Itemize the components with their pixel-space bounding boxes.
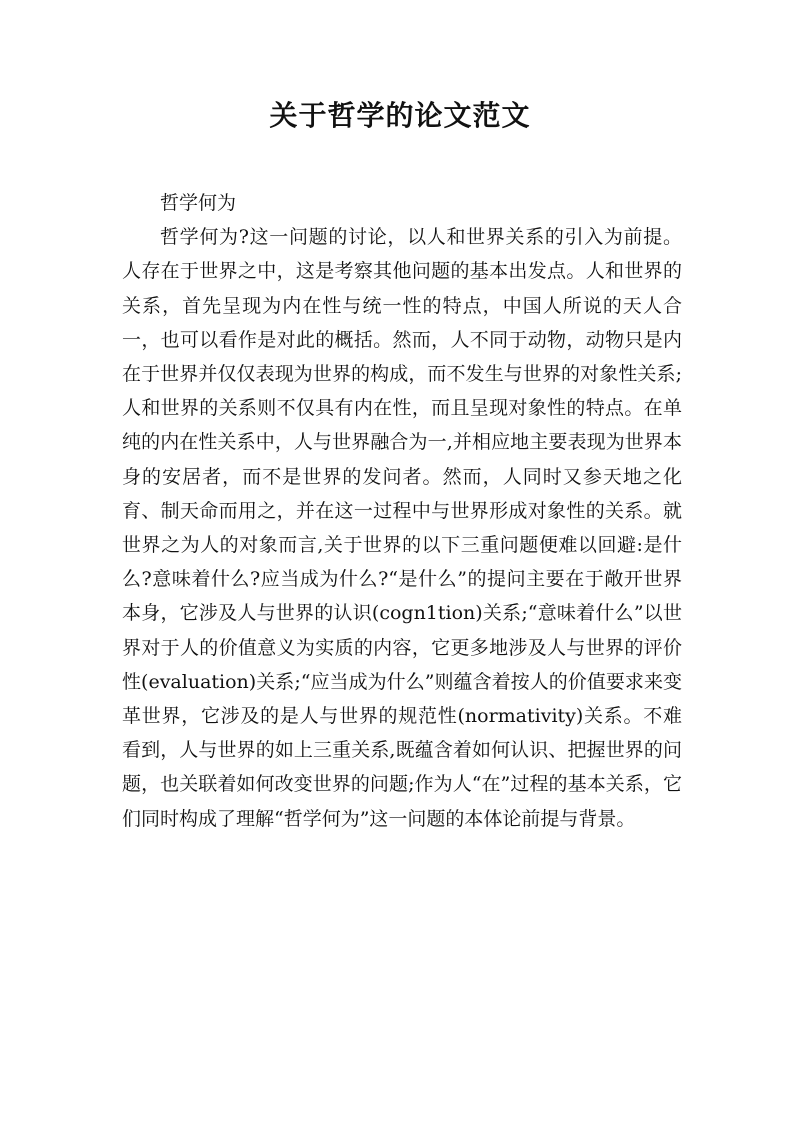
body-paragraph: 哲学何为?这一问题的讨论，以人和世界关系的引入为前提。人存在于世界之中，这是考察其他问题的基本出发点。人和世界的关系，首先呈现为内在性与统一性的特点，中国人所说的天人合一，也可以看作是对此的概括。然而，人不同于动物，动物只是内在于世界并仅仅表现为世界的构成，而不发生与世界的对象性关系;人和世界的关系则不仅具有内在性，而且呈现对象性的特点。在单纯的内在性关系中，人与世界融合为一,并相应地主要表现为世界本身的安居者，而不是世界的发问者。然而，人同时又参天地之化育、制天命而用之，并在这一过程中与世界形成对象性的关系。就世界之为人的对象而言,关于世界的以下三重问题便难以回避:是什么?意味着什么?应当成为什么?“是什么”的提问主要在于敞开世界本身，它涉及人与世界的认识(cogn1tion)关系;“意味着什么”以世界对于人的价值意义为实质的内容，它更多地涉及人与世界的评价性(evaluation)关系;“应当成为什么”则蕴含着按人的价值要求来变革世界，它涉及的是人与世界的规范性(normativity)关系。不难看到，人与世界的如上三重关系,既蕴含着如何认识、把握世界的问题，也关联着如何改变世界的问题;作为人“在”过程的基本关系，它们同时构成了理解“哲学何为”这一问题的本体论前提与背景。 bbox=[122, 226, 682, 830]
section-heading: 哲学何为 bbox=[160, 192, 237, 214]
document-body bbox=[122, 186, 682, 836]
document-title: 关于哲学的论文范文 bbox=[269, 99, 531, 132]
